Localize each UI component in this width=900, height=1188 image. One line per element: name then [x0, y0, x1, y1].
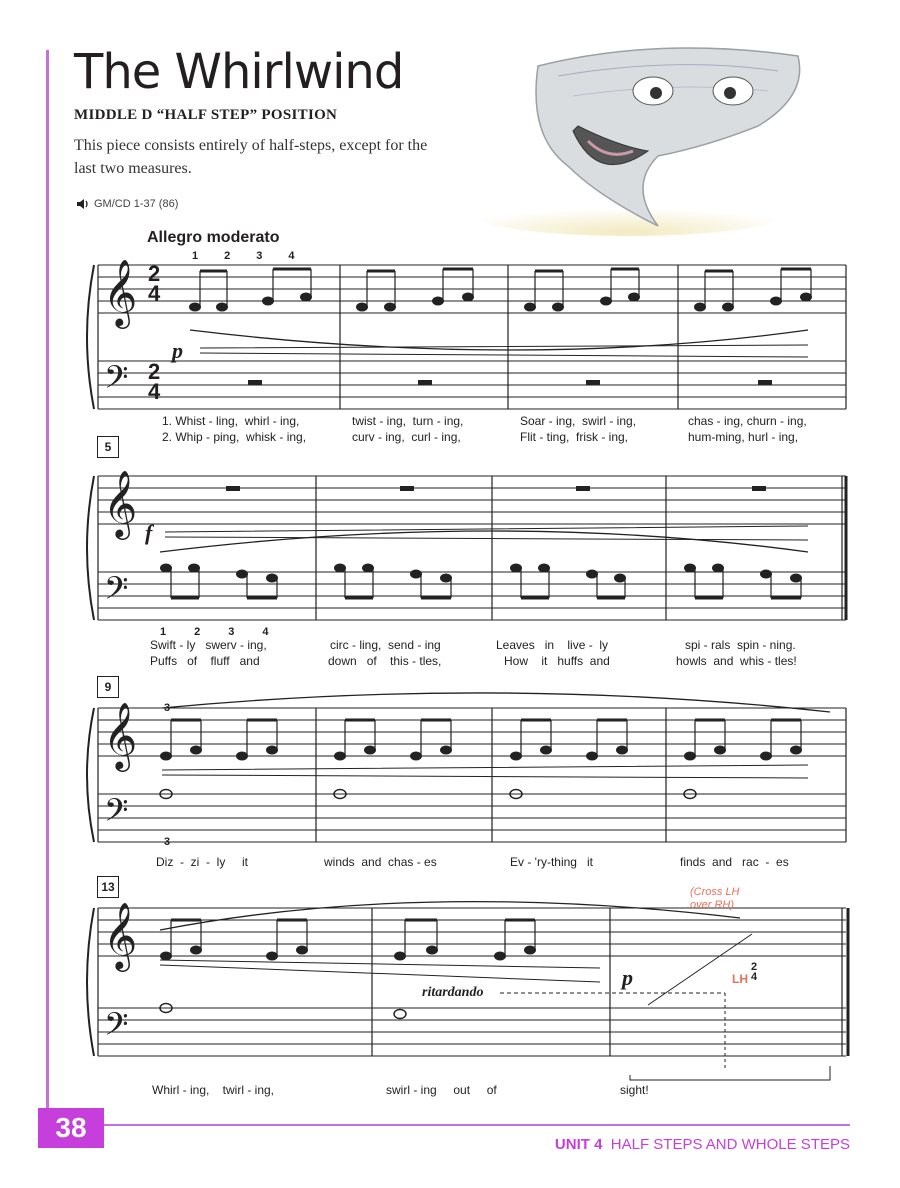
system-3-staves [87, 708, 846, 842]
note [463, 293, 474, 301]
note [761, 752, 772, 760]
time-signature-final: 2 4 [751, 961, 758, 983]
note [161, 564, 172, 572]
audio-track-label: GM/CD 1-37 (86) [94, 198, 179, 210]
lyric-s1v1-m3: Soar - ing, swirl - ing, [520, 414, 637, 428]
note [161, 752, 172, 760]
lyric-s4-m14: swirl - ing out of [386, 1083, 497, 1097]
lyric-s2v2-m5: Puffs of fluff and [150, 654, 260, 668]
note [587, 570, 598, 578]
page-title: The Whirlwind [74, 44, 404, 100]
note [267, 574, 278, 582]
note [190, 303, 201, 311]
svg-text:𝄞: 𝄞 [103, 901, 138, 969]
lyric-s2v1-m6: circ - ling, send - ing [330, 638, 441, 652]
lyric-s1v2-m1: 2. Whip - ping, whisk - ing, [162, 430, 307, 444]
note [525, 946, 536, 954]
ritardando-marking: ritardando [422, 985, 484, 1000]
lyric-s2v2-m7: How it huffs and [504, 654, 610, 668]
note [629, 293, 640, 301]
note [441, 746, 452, 754]
lyric-s1v2-m3: Flit - ting, frisk - ing, [520, 430, 629, 444]
note [357, 303, 368, 311]
lyric-s2v1-m5: Swift - ly swerv - ing, [150, 638, 267, 652]
lyric-s4-m15: sight! [620, 1083, 649, 1097]
note [541, 746, 552, 754]
page-number: 38 [38, 1108, 104, 1148]
note [385, 303, 396, 311]
page-margin-bar [46, 50, 49, 1110]
note [217, 303, 228, 311]
lyric-s2v1-m7: Leaves in live - ly [496, 638, 609, 652]
note [267, 952, 278, 960]
half-note [160, 790, 172, 799]
position-subtitle: MIDDLE D “HALF STEP” POSITION [74, 107, 338, 123]
note [237, 570, 248, 578]
note [525, 303, 536, 311]
footer-rule [104, 1124, 850, 1126]
note [553, 303, 564, 311]
note [237, 752, 248, 760]
note [685, 564, 696, 572]
note [685, 752, 696, 760]
note [363, 564, 374, 572]
lyric-s3-m12: finds and rac - es [680, 855, 789, 869]
note [191, 746, 202, 754]
dynamic-forte: f [145, 520, 153, 545]
svg-text:𝄢: 𝄢 [104, 570, 129, 614]
note [395, 952, 406, 960]
lyric-s2v1-m8: spi - rals spin - ning. [685, 638, 796, 652]
lyric-s1v2-m2: curv - ing, curl - ing, [352, 430, 461, 444]
note [335, 752, 346, 760]
dynamic-piano-1: p [172, 338, 183, 363]
finger-3-bass: 3 [164, 836, 171, 848]
whirlwind-character-illustration [478, 36, 818, 236]
half-note [160, 1004, 172, 1013]
note [587, 752, 598, 760]
lyric-s3-m10: winds and chas - es [324, 855, 437, 869]
note [433, 297, 444, 305]
svg-text:𝄢: 𝄢 [104, 792, 129, 836]
half-note [394, 1010, 406, 1019]
lyric-s1v1-m1: 1. Whist - ling, whirl - ing, [162, 414, 300, 428]
measure-number-5: 5 [97, 436, 119, 458]
note [723, 303, 734, 311]
note [263, 297, 274, 305]
note [267, 746, 278, 754]
note [297, 946, 308, 954]
note [801, 293, 812, 301]
speaker-icon [76, 198, 90, 210]
time-signature-bass: 2 4 [148, 359, 161, 404]
note [713, 564, 724, 572]
note [411, 570, 422, 578]
lyric-s4-m13: Whirl - ing, twirl - ing, [152, 1083, 275, 1097]
note [427, 946, 438, 954]
system-2-staves [87, 476, 846, 620]
lyric-s2v2-m6: down of this - tles, [328, 654, 442, 668]
note [191, 946, 202, 954]
note [695, 303, 706, 311]
time-signature-treble: 2 4 [148, 261, 161, 306]
note [771, 297, 782, 305]
note [365, 746, 376, 754]
svg-text:𝄞: 𝄞 [103, 469, 138, 537]
note [495, 952, 506, 960]
svg-text:𝄞: 𝄞 [103, 258, 138, 326]
note [761, 570, 772, 578]
note [615, 574, 626, 582]
unit-footer: UNIT 4 HALF STEPS AND WHOLE STEPS [554, 1136, 850, 1153]
note [791, 746, 802, 754]
piece-description: This piece consists entirely of half-steps, except for the last two measures. [74, 137, 428, 177]
note [161, 952, 172, 960]
note [539, 564, 550, 572]
lyric-s2v2-m8: howls and whis - tles! [676, 654, 797, 668]
left-hand-label: LH [732, 972, 748, 986]
svg-text:𝄢: 𝄢 [104, 359, 129, 403]
note [189, 564, 200, 572]
lyric-s1v1-m2: twist - ing, turn - ing, [352, 414, 464, 428]
note [411, 752, 422, 760]
finger-3-treble: 3 [164, 702, 171, 714]
lyric-s1v2-m4: hum-ming, hurl - ing, [688, 430, 799, 444]
measure-number-9: 9 [97, 676, 119, 698]
svg-text:𝄞: 𝄞 [103, 701, 138, 769]
lyric-s3-m9: Diz - zi - ly it [156, 855, 248, 869]
svg-text:𝄢: 𝄢 [104, 1006, 129, 1050]
note [715, 746, 726, 754]
lyric-s3-m11: Ev - 'ry-thing it [510, 855, 593, 869]
half-note [510, 790, 522, 799]
note [335, 564, 346, 572]
system-1-staves [87, 261, 846, 409]
note [301, 293, 312, 301]
note [441, 574, 452, 582]
cross-hands-note: (Cross LH over RH) [690, 886, 740, 911]
audio-track-info[interactable] [76, 198, 178, 210]
note [601, 297, 612, 305]
measure-number-13: 13 [97, 876, 119, 898]
note [511, 564, 522, 572]
fingering-system-1: 1 2 3 4 [192, 250, 295, 262]
note [791, 574, 802, 582]
dynamic-piano-2: p [622, 965, 633, 990]
half-note [334, 790, 346, 799]
note [617, 746, 628, 754]
lyric-s1v1-m4: chas - ing, churn - ing, [688, 414, 807, 428]
note [511, 752, 522, 760]
half-note [684, 790, 696, 799]
tempo-marking: Allegro moderato [147, 229, 280, 246]
fingering-system-2: 1 2 3 4 [160, 626, 269, 638]
